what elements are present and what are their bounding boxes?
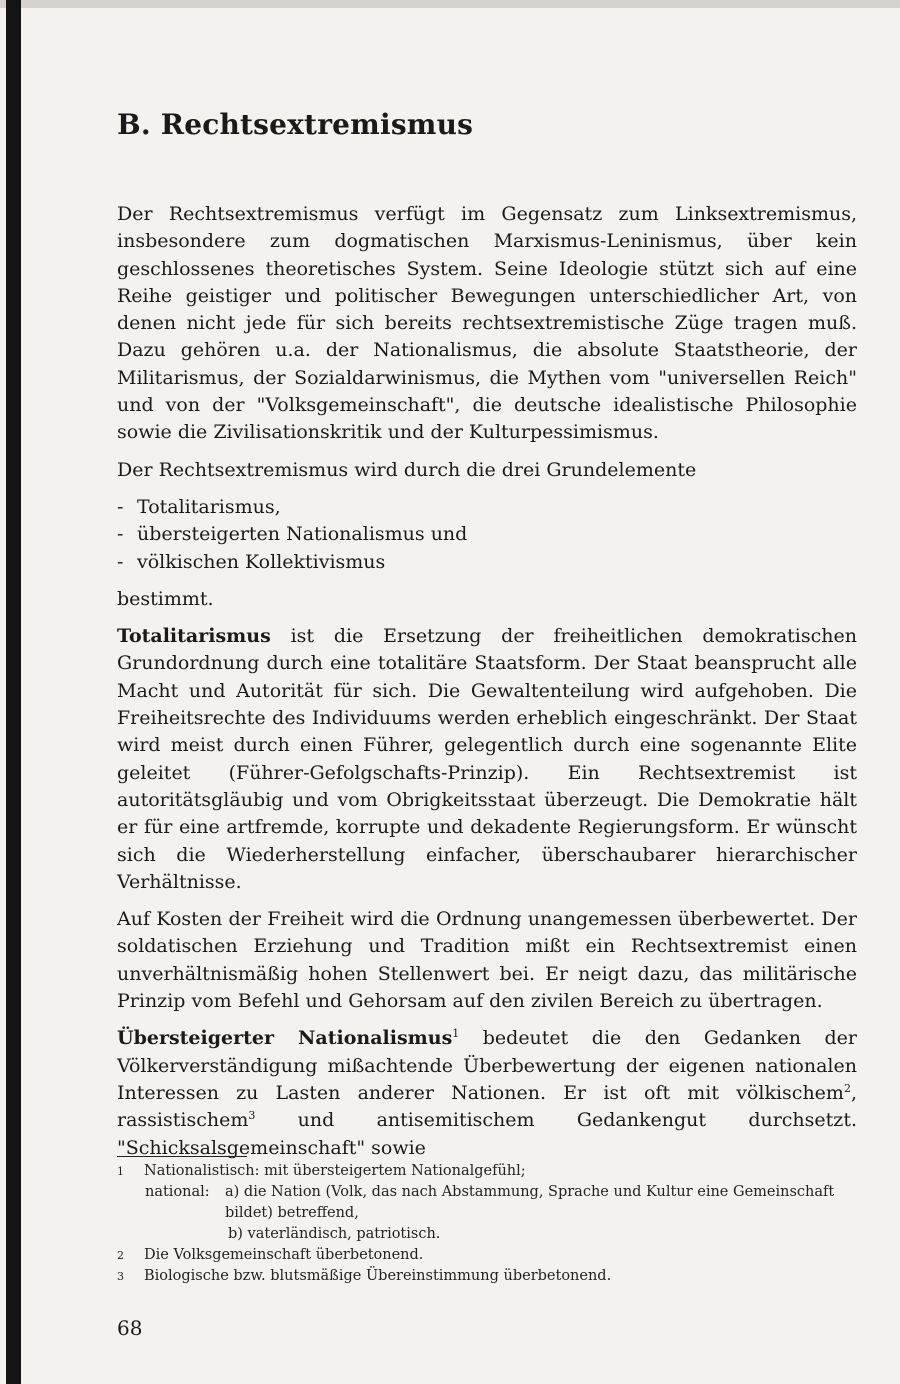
footnote-ref-3: 3	[248, 1109, 256, 1123]
paragraph-intro: Der Rechtsextremismus verfügt im Gegensatz zum Linksextremismus, insbesondere zum dogmatischen Marxismus-Leninismus, über kein geschlossenes theoretisches System. Seine Ideologie stützt sich auf eine Reihe geistiger und politischer Bewegungen unterschiedlicher Art, von denen nicht jede für sich bereits rechtsextremistische Züge tragen muß. Dazu gehören u.a. der Nationalismus, die absolute Staatstheorie, der Militarismus, der Sozialdarwinismus, die Mythen vom "universellen Reich" und von der "Volksgemeinschaft", die deutsche idealistische Philosophie sowie die Zivilisationskritik und der Kulturpessimismus.	[117, 203, 857, 444]
page-top-edge	[0, 0, 900, 8]
paragraph-ordnung: Auf Kosten der Freiheit wird die Ordnung unangemessen überbewertet. Der soldatischen Erziehung und Tradition mißt ein Rechtsextremist einen unverhältnismäßig hohen Stellenwert bei. Er neigt dazu, das militärische Prinzip vom Befehl und Gehorsam auf den zivilen Bereich zu übertragen.	[117, 908, 857, 1013]
book-spine-shadow	[6, 0, 21, 1384]
footnote-1-definition-b: b) vaterländisch, patriotisch.	[228, 1226, 441, 1242]
list-item: - völkischen Kollektivismus	[117, 550, 386, 573]
paragraph-bestimmt: bestimmt.	[117, 587, 214, 610]
footnote-ref-1: 1	[452, 1027, 460, 1041]
footnote-3: 3 Biologische bzw. blutsmäßige Übereinstimmung überbetonend.	[117, 1268, 612, 1284]
footnote-1: 1 Nationalistisch: mit übersteigertem Nationalgefühl;	[117, 1163, 526, 1179]
body-text	[117, 201, 857, 1162]
footnote-rule	[117, 1156, 247, 1157]
footnote-2: 2 Die Volksgemeinschaft überbetonend.	[117, 1247, 424, 1263]
paragraph-nationalismus: Übersteigerter Nationalismus$^1$ bedeutet die den Gedanken der Völkerverständigung mißachtende Überbewertung der eigenen nationalen Interessen zu Lasten anderer Nationen. Er ist oft mit völkischem$^2$, rassistischem$^3$ und antisemitischem Gedankengut durchsetzt. "Schicksalsgemeinschaft" sowie	[117, 1027, 857, 1159]
term-totalitarismus: Totalitarismus	[117, 625, 271, 648]
term-nationalismus: Übersteigerter Nationalismus	[117, 1027, 453, 1050]
footnote-ref-2: 2	[843, 1081, 851, 1095]
list-item: - Totalitarismus,	[117, 495, 281, 518]
paragraph-elements-lead: Der Rechtsextremismus wird durch die drei Grundelemente	[117, 458, 697, 481]
paragraph-totalitarismus: Totalitarismus ist die Ersetzung der freiheitlichen demokratischen Grundordnung durch eine totalitäre Staatsform. Der Staat beansprucht alle Macht und Autorität für sich. Die Gewaltenteilung wird aufgehoben. Die Freiheitsrechte des Individuums werden erheblich eingeschränkt. Der Staat wird meist durch einen Führer, gelegentlich durch eine sogenannte Elite geleitet (Führer-Gefolgschafts-Prinzip). Ein Rechtsextremist ist autoritätsgläubig und vom Obrigkeitsstaat überzeugt. Die Demokratie hält er für eine artfremde, korrupte und dekadente Regierungsform. Er wünscht sich die Wiederherstellung einfacher, überschaubarer hierarchischer Verhältnisse.	[117, 625, 857, 893]
page-number: 68	[117, 1316, 143, 1340]
footnotes	[117, 1161, 859, 1287]
section-heading: B. Rechtsextremismus	[117, 108, 474, 141]
list-item: - übersteigerten Nationalismus und	[117, 523, 468, 546]
footnote-1-definition: national: a) die Nation (Volk, das nach Abstammung, Sprache und Kultur eine Gemeinschaft bildet) betreffend,	[145, 1184, 835, 1221]
elements-list	[117, 494, 857, 576]
